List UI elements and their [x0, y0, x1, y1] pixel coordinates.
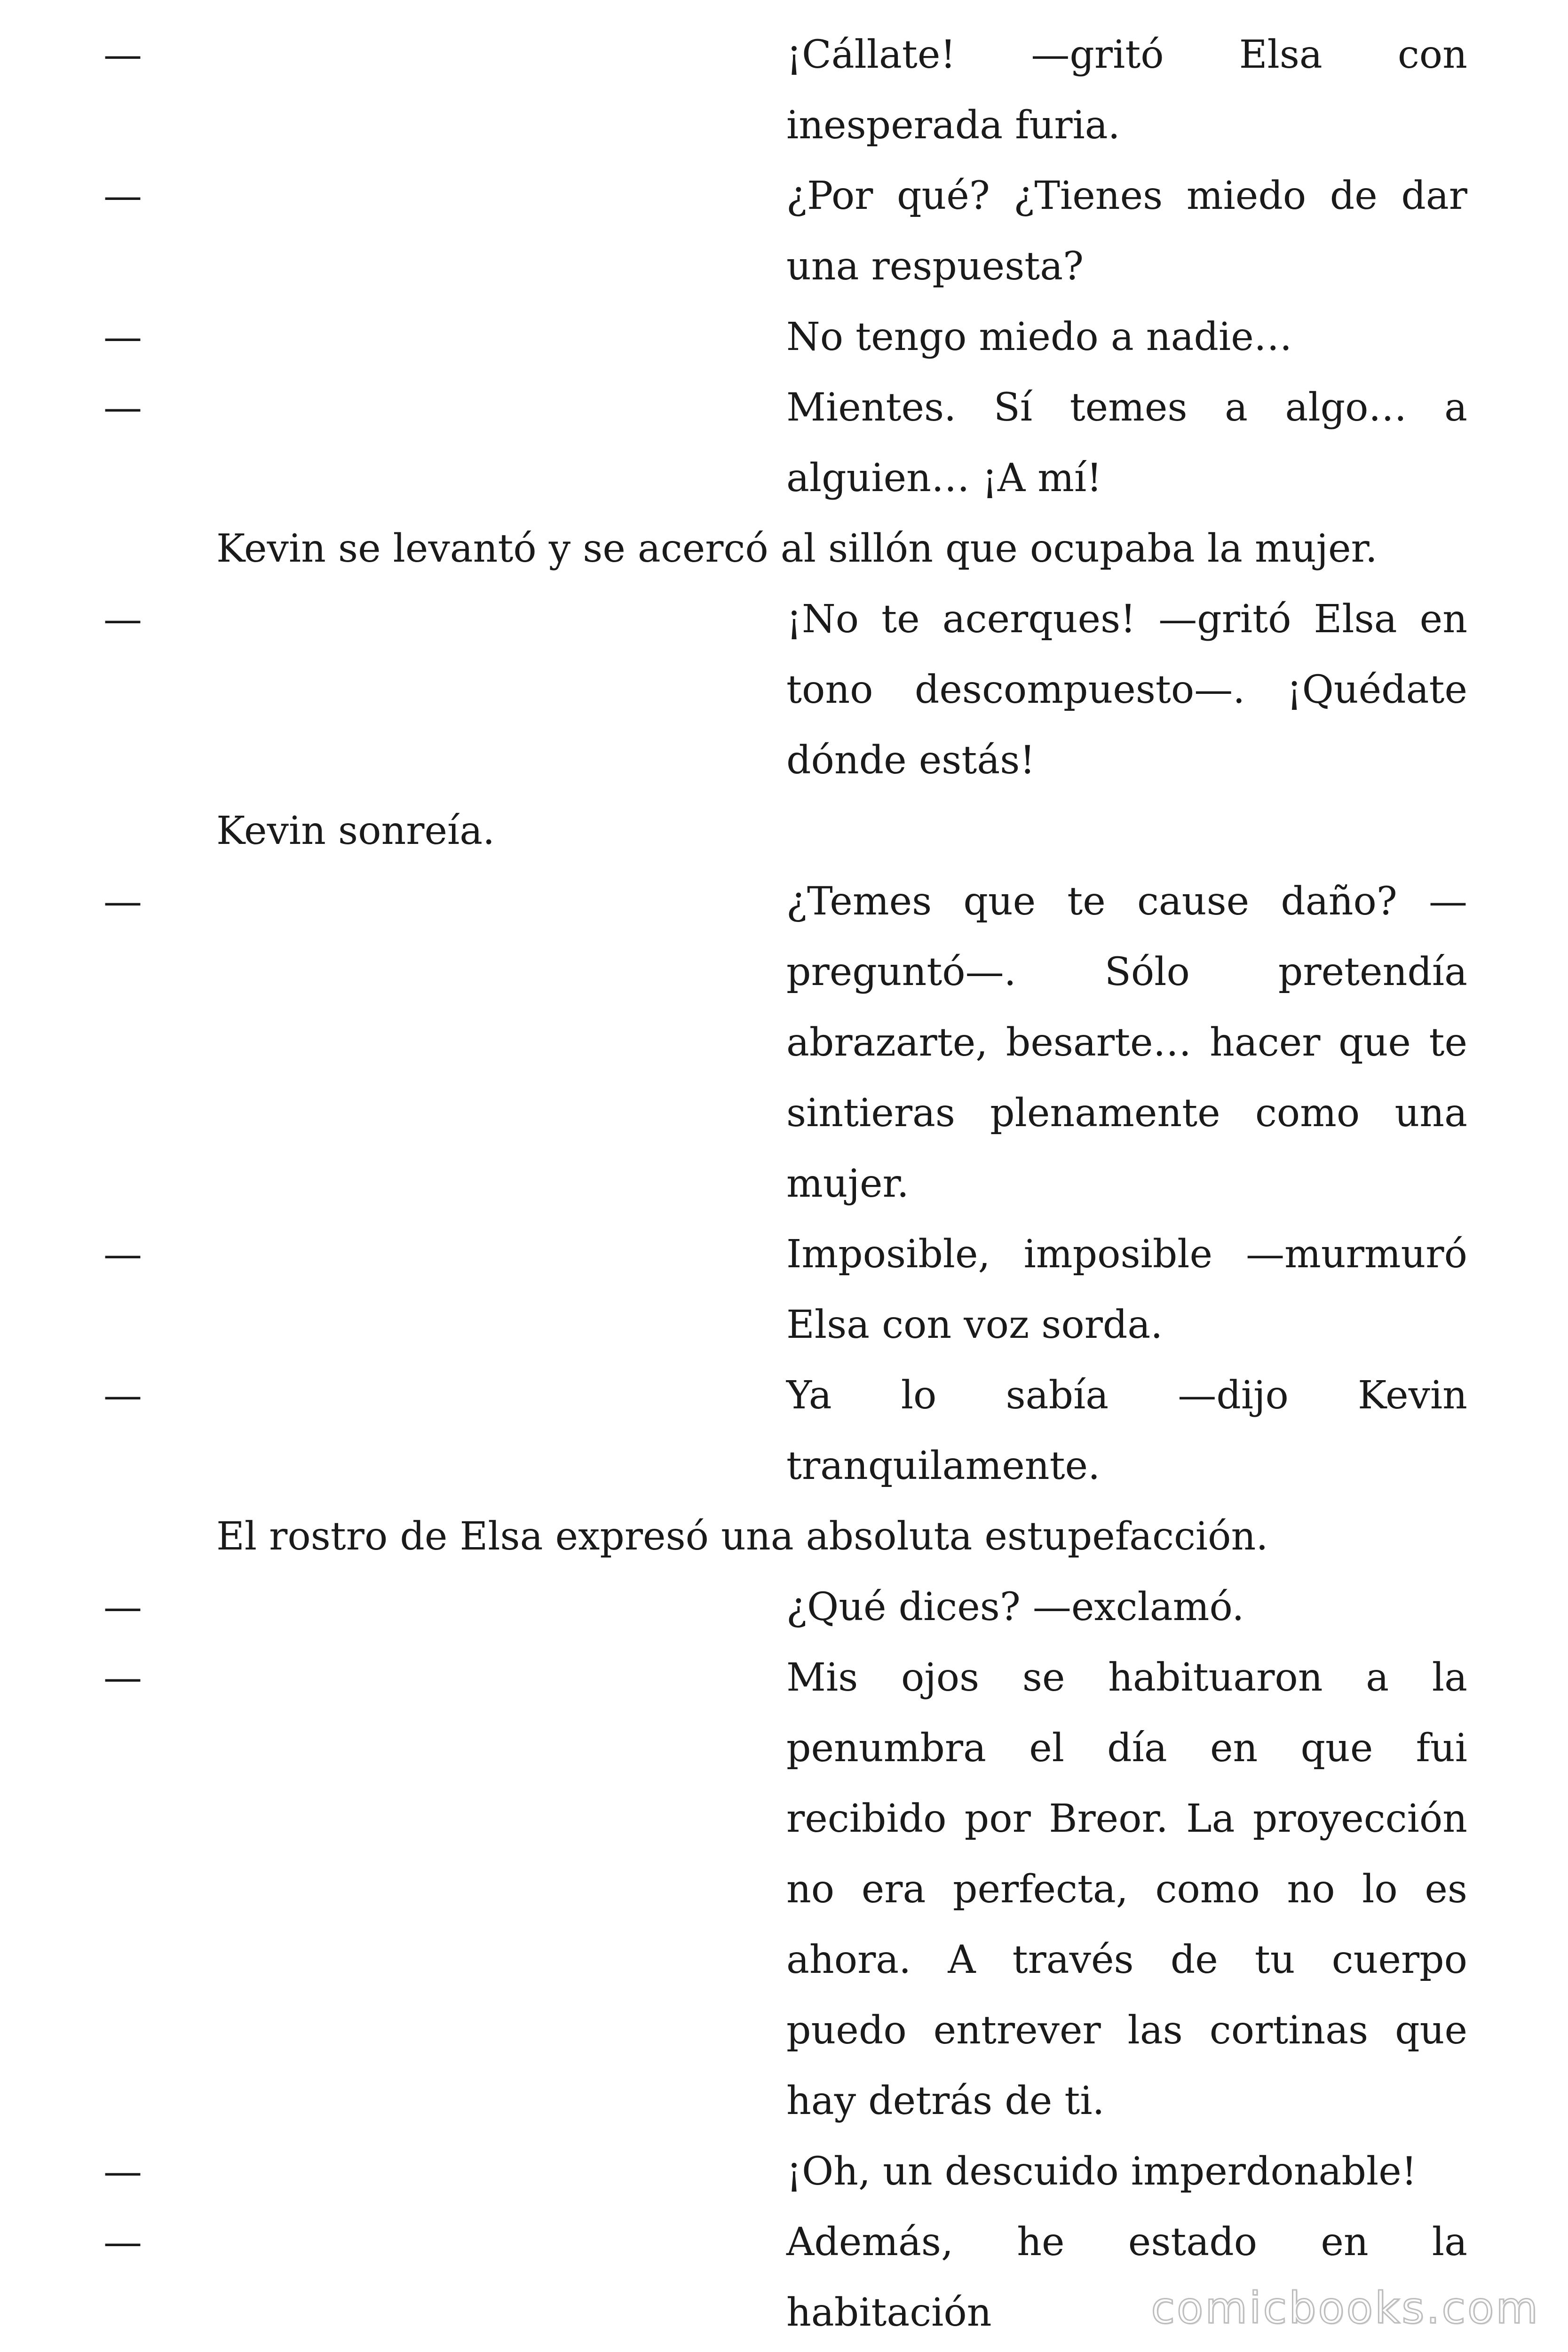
watermark: comicbooks.com	[1151, 2283, 1540, 2333]
dialogue-text: ¿Qué dices? —exclamó.	[786, 1585, 1244, 1629]
narration-text: Kevin sonreía.	[216, 809, 495, 853]
dialogue-dash: —	[103, 879, 142, 924]
dialogue-text: Imposible, imposible —murmuró Elsa con voz sorda.	[786, 1232, 1467, 1347]
dialogue-dash: —	[103, 1585, 142, 1629]
dialogue-dash: —	[103, 1655, 142, 1700]
narration-text: Kevin se levantó y se acercó al sillón que ocupaba la mujer.	[216, 526, 1378, 571]
dialogue-text: ¿Por qué? ¿Tienes miedo de dar una respuesta?	[786, 174, 1467, 289]
dialogue-text: Además, he estado en la habitación	[786, 2220, 1467, 2335]
dialogue-dash: —	[103, 1373, 142, 1418]
dialogue-text: ¡Oh, un descuido imperdonable!	[786, 2149, 1417, 2194]
dialogue-dash: —	[103, 32, 142, 77]
dialogue-text: Mientes. Sí temes a algo… a alguien… ¡A mí!	[786, 385, 1467, 501]
narration-text: El rostro de Elsa expresó una absoluta estupefacción.	[216, 1514, 1268, 1559]
dialogue-text: No tengo miedo a nadie…	[786, 315, 1292, 359]
dialogue-dash: —	[103, 174, 142, 218]
dialogue-dash: —	[103, 315, 142, 359]
dialogue-text: ¿Temes que te cause daño? —preguntó—. Sólo pretendía abrazarte, besarte… hacer que te sintieras plenamente como una mujer.	[786, 879, 1467, 1206]
dialogue-text: ¡No te acerques! —gritó Elsa en tono descompuesto—. ¡Quédate dónde estás!	[786, 597, 1467, 783]
dialogue-text: Ya lo sabía —dijo Kevin tranquilamente.	[786, 1373, 1467, 1488]
dialogue-dash: —	[103, 2220, 142, 2265]
dialogue-text: ¡Cállate! —gritó Elsa con inesperada furia.	[786, 32, 1467, 148]
dialogue-dash: —	[103, 1232, 142, 1277]
dialogue-dash: —	[103, 2149, 142, 2194]
dialogue-text: Mis ojos se habituaron a la penumbra el día en que fui recibido por Breor. La proyección no era perfecta, como no lo es ahora. A través de tu cuerpo puedo entrever las cortinas que hay detrás de ti.	[786, 1655, 1467, 2123]
dialogue-dash: —	[103, 597, 142, 642]
dialogue-dash: —	[103, 385, 142, 430]
